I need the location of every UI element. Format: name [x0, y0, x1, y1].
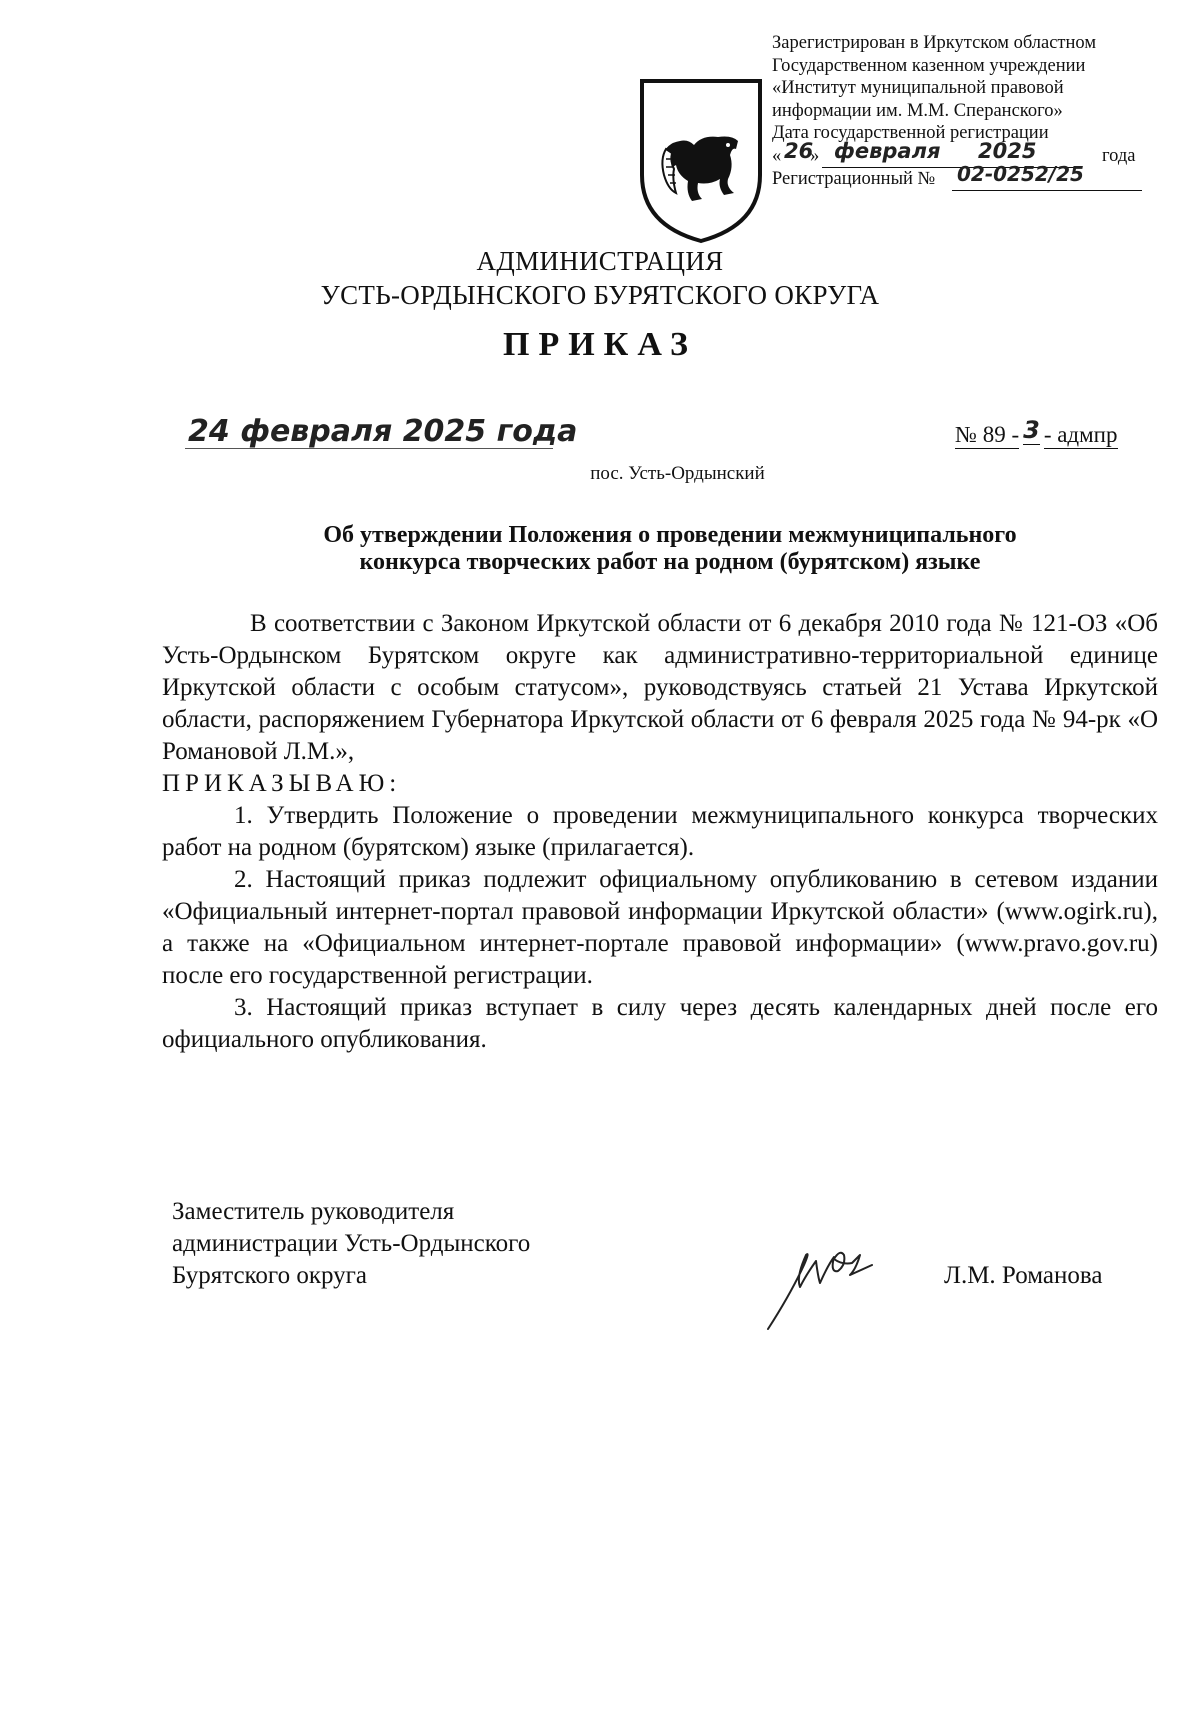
order-number-value: 3: [1023, 416, 1040, 444]
signer-name: Л.М. Романова: [944, 1262, 1103, 1289]
org-name-line2: УСТЬ-ОРДЫНСКОГО БУРЯТСКОГО ОКРУГА: [320, 280, 880, 310]
place: пос. Усть-Ордынский: [590, 463, 765, 484]
registration-line: Государственном казенном учреждении: [772, 55, 1086, 76]
handwritten-signature: [760, 1225, 900, 1335]
org-name-line1: АДМИНИСТРАЦИЯ: [476, 246, 724, 276]
registration-number-label: Регистрационный №: [772, 168, 936, 189]
order-number: [955, 416, 1118, 449]
order-item-2: 2. Настоящий приказ подлежит официальному опубликованию в сетевом издании «Официальный интернет-портал правовой информации Иркутской области» (www.ogirk.ru), а также на «Официальном интернет-портале правовой информации» (www.pravo.gov.ru) после его государственной регистрации.: [162, 866, 1158, 989]
order-number-prefix: № 89 -: [955, 422, 1020, 447]
registration-day: 26: [784, 138, 814, 163]
registration-number: 02-0252/25: [957, 161, 1084, 186]
order-date: 24 февраля 2025 года: [188, 414, 578, 449]
registration-line: Дата государственной регистрации: [772, 123, 1049, 143]
number-underline: [952, 190, 1142, 191]
signer-position-line: Бурятского округа: [172, 1262, 367, 1289]
registration-number-line: [772, 161, 1152, 191]
signer-position-line: Заместитель руководителя: [172, 1198, 455, 1225]
signer-position: [172, 1196, 530, 1292]
quote-close: »: [810, 145, 820, 166]
registration-line: Зарегистрирован в Иркутском областном: [772, 33, 1097, 53]
registration-line: «Институт муниципальной правовой: [772, 78, 1064, 98]
document-title: [240, 522, 1100, 576]
registration-stamp: [772, 32, 1152, 191]
document-body: [162, 608, 1158, 1056]
coat-of-arms-emblem: [636, 75, 766, 245]
order-item-3: 3. Настоящий приказ вступает в силу через десять календарных дней после его официального опубликования.: [162, 994, 1158, 1053]
registration-line: информации им. М.М. Сперанского»: [772, 100, 1063, 121]
order-date-underline: [185, 448, 553, 449]
order-number-suffix: - адмпр: [1043, 422, 1118, 447]
title-line: конкурса творческих работ на родном (бурятском) языке: [359, 549, 981, 575]
title-line: Об утверждении Положения о проведении межмуниципального: [323, 522, 1017, 548]
registration-year: 2025: [978, 138, 1037, 163]
year-suffix: года: [1102, 145, 1136, 166]
order-item-1: 1. Утвердить Положение о проведении межмуниципального конкурса творческих работ на родном (бурятском) языке (прилагается).: [162, 802, 1158, 861]
order-word: ПРИКАЗЫВАЮ:: [162, 770, 402, 797]
registration-month: февраля: [834, 138, 941, 163]
signer-position-line: администрации Усть-Ордынского: [172, 1230, 531, 1257]
document-type: ПРИКАЗ: [503, 326, 697, 363]
preamble-paragraph: В соответствии с Законом Иркутской области от 6 декабря 2010 года № 121-ОЗ «Об Усть-Ордынском Бурятском округе как административно-территориальной единице Иркутской области с особым статусом», руководствуясь статьей 21 Устава Иркутской области, распоряжением Губернатора Иркутской области от 6 февраля 2025 года № 94-рк «О Романовой Л.М.»,: [162, 610, 1158, 765]
quote-open: «: [772, 145, 782, 166]
